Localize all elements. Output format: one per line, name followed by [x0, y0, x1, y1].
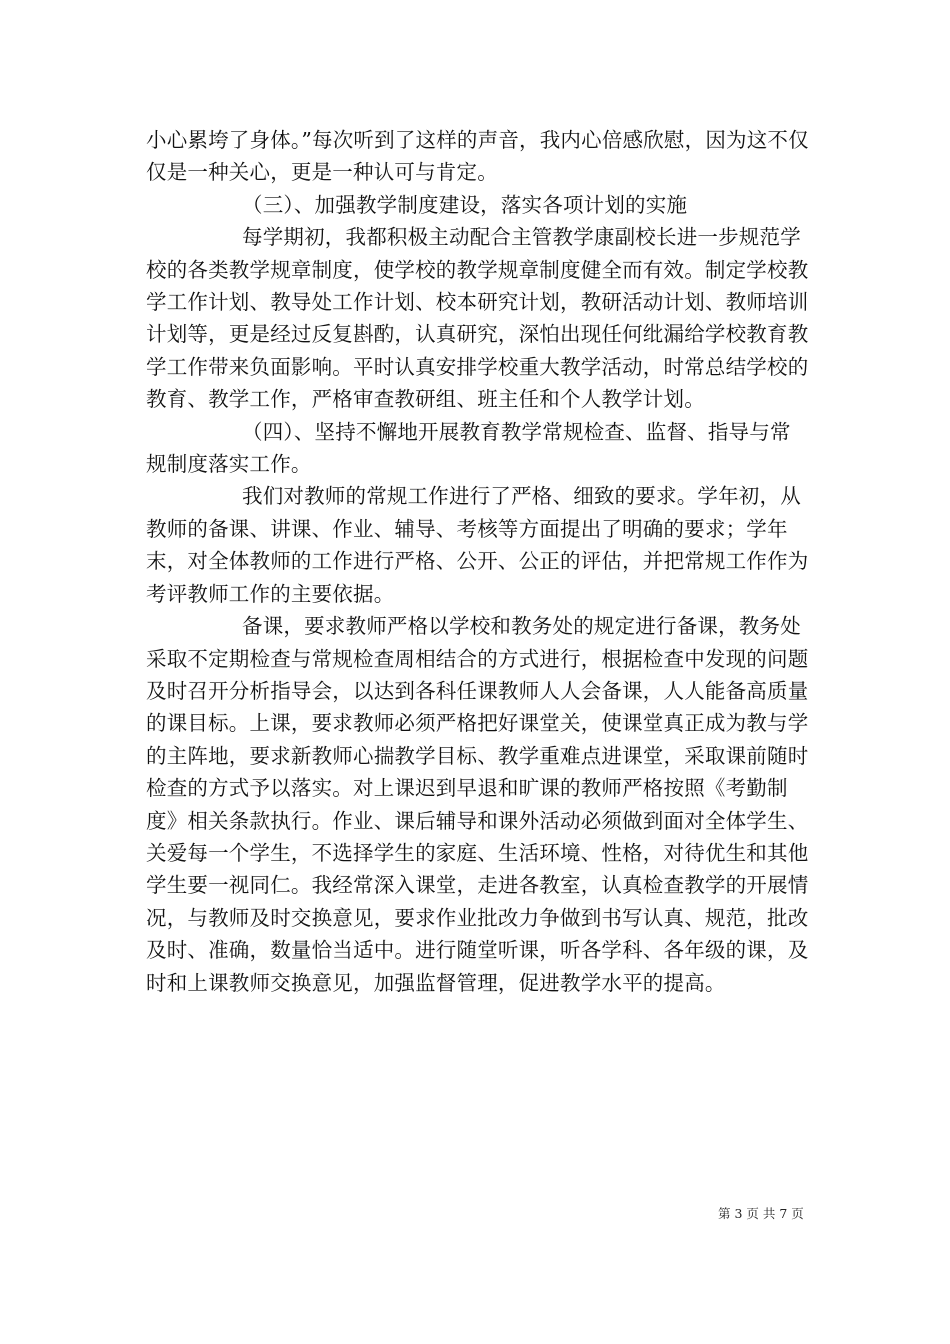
paragraph-continuation: 小心累垮了身体。”每次听到了这样的声音，我内心倍感欣慰，因为这不仅仅是一种关心，更是一种认可与肯定。 — [146, 128, 809, 185]
page-number-indicator: 第 3 页 共 7 页 — [718, 1206, 804, 1221]
paragraph-teaching-rules: 每学期初，我都积极主动配合主管教学康副校长进一步规范学校的各类教学规章制度，使学校的教学规章制度健全而有效。制定学校教学工作计划、教导处工作计划、校本研究计划，教研活动计划、教师培训计划等，更是经过反复斟酌，认真研究，深怕出现任何纰漏给学校教育教学工作带来负面影响。平时认真安排学校重大教学活动，时常总结学校的教育、教学工作，严格审查教研组、班主任和个人教学计划。 — [146, 225, 809, 412]
section-heading-four: （四）、坚持不懈地开展教育教学常规检查、监督、指导与常规制度落实工作。 — [146, 419, 791, 477]
section-heading-three: （三）、加强教学制度建设，落实各项计划的实施 — [242, 192, 688, 217]
paragraph-routine-requirements: 我们对教师的常规工作进行了严格、细致的要求。学年初，从教师的备课、讲课、作业、辅导、考核等方面提出了明确的要求；学年末，对全体教师的工作进行严格、公开、公正的评估，并把常规工作作为考评教师工作的主要依据。 — [146, 484, 809, 606]
paragraph-lesson-preparation: 备课，要求教师严格以学校和教务处的规定进行备课，教务处采取不定期检查与常规检查周相结合的方式进行，根据检查中发现的问题及时召开分析指导会，以达到各科任课教师人人会备课，人人能备高质量的课目标。上课，要求教师必须严格把好课堂关，使课堂真正成为教与学的主阵地，要求新教师心揣教学目标、教学重难点进课堂，采取课前随时检查的方式予以落实。对上课迟到早退和旷课的教师严格按照《考勤制度》相关条款执行。作业、课后辅导和课外活动必须做到面对全体学生、关爱每一个学生，不选择学生的家庭、生活环境、性格，对待优生和其他学生要一视同仁。我经常深入课堂，走进各教室，认真检查教学的开展情况，与教师及时交换意见，要求作业批改力争做到书写认真、规范，批改及时、准确，数量恰当适中。进行随堂听课，听各学科、各年级的课，及时和上课教师交换意见，加强监督管理，促进教学水平的提高。 — [146, 614, 809, 995]
document-body — [146, 124, 810, 999]
